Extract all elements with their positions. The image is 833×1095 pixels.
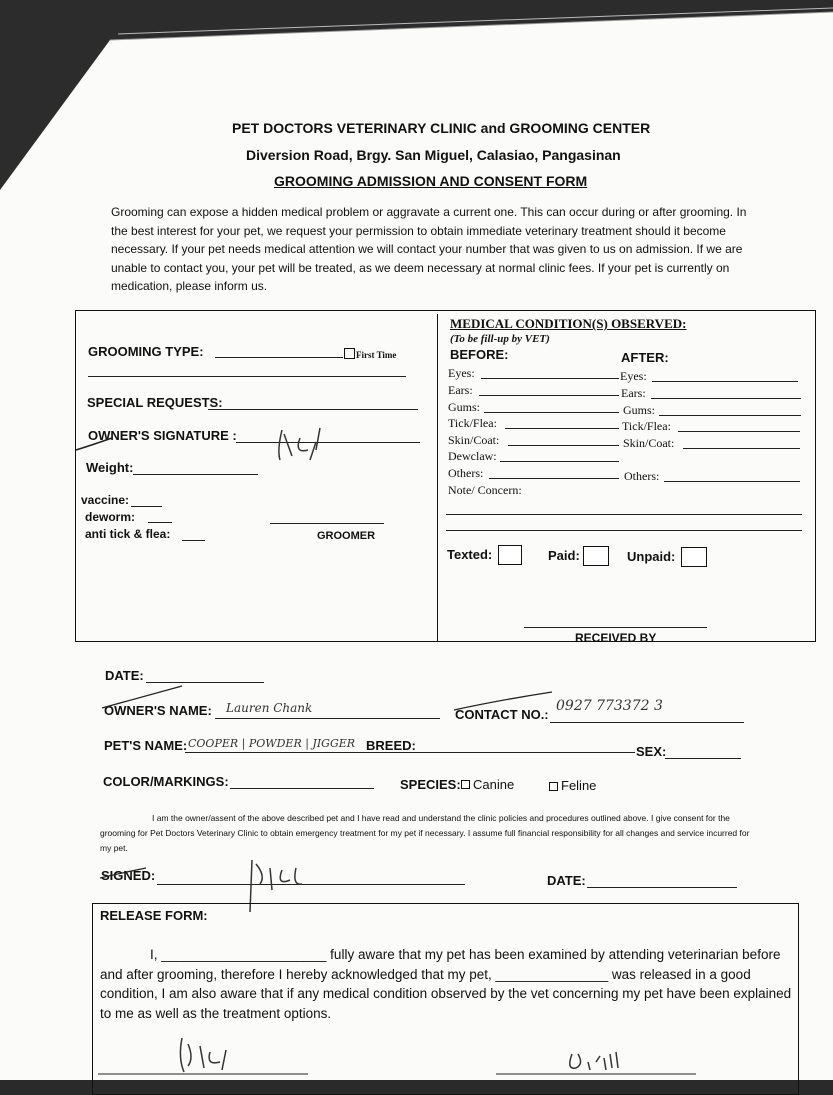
- received-by-label: RECEIVED BY: [575, 631, 657, 645]
- weight-label: Weight:: [86, 460, 134, 475]
- before-dewclaw-label: Dewclaw:: [448, 449, 497, 463]
- signed-label: SIGNED:: [101, 868, 156, 883]
- species-label: SPECIES:: [400, 777, 461, 792]
- canine-label: Canine: [473, 777, 515, 792]
- unpaid-checkbox[interactable]: [681, 547, 707, 567]
- after-eyes-label: Eyes:: [620, 369, 647, 383]
- after-gums-field[interactable]: [659, 415, 801, 416]
- feline-label: Feline: [561, 778, 597, 793]
- anti-tick-field[interactable]: [182, 540, 205, 541]
- breed-field[interactable]: [412, 752, 635, 753]
- after-tick-field[interactable]: [678, 431, 800, 432]
- grooming-type-label: GROOMING TYPE:: [88, 344, 204, 359]
- breed-label: BREED:: [366, 738, 416, 753]
- medical-condition-title: MEDICAL CONDITION(S) OBSERVED:: [450, 316, 687, 331]
- groomer-label: GROOMER: [317, 530, 376, 542]
- owner-name-label: OWNER'S NAME:: [104, 703, 212, 718]
- contact-value: 0927 773372 3: [556, 698, 663, 714]
- special-requests-field[interactable]: [208, 409, 418, 410]
- before-ears-field[interactable]: [479, 395, 619, 396]
- before-skin-label: Skin/Coat:: [448, 433, 500, 447]
- before-dewclaw-field[interactable]: [500, 461, 619, 462]
- before-others-field[interactable]: [489, 478, 619, 479]
- sex-label: SEX:: [636, 744, 667, 759]
- color-markings-label: COLOR/MARKINGS:: [103, 774, 229, 789]
- sex-field[interactable]: [665, 758, 741, 759]
- note-concern-label: Note/ Concern:: [448, 483, 522, 497]
- contact-strike: [450, 690, 560, 715]
- signed-date-field[interactable]: [587, 887, 737, 888]
- before-others-label: Others:: [448, 466, 484, 480]
- after-heading: AFTER:: [621, 350, 669, 365]
- after-gums-label: Gums:: [623, 403, 656, 417]
- signed-date-label: DATE:: [547, 873, 586, 888]
- before-skin-field[interactable]: [508, 445, 619, 446]
- after-others-label: Others:: [624, 469, 660, 483]
- before-ears-label: Ears:: [448, 383, 473, 397]
- medical-condition-note: (To be fill-up by VET): [450, 333, 550, 345]
- date-label: DATE:: [105, 668, 144, 683]
- form-title: GROOMING ADMISSION AND CONSENT FORM: [274, 173, 588, 189]
- release-text: I, ______________________ fully aware that my pet has been examined by attending veterinarian before and after grooming, therefore I hereby acknowledged that my pet, _______________ was released in a good condition, I am also aware that if any medical condition observed by the vet concerning my pet have been explained to me as well as the treatment options.: [100, 947, 792, 1021]
- deworm-label: deworm:: [85, 510, 136, 524]
- grooming-table: [75, 310, 816, 642]
- contact-label: CONTACT NO.:: [455, 707, 549, 722]
- after-skin-label: Skin/Coat:: [623, 436, 675, 450]
- contact-field[interactable]: [550, 722, 744, 723]
- release-form-title: RELEASE FORM:: [100, 908, 208, 923]
- after-ears-label: Ears:: [621, 386, 646, 400]
- after-eyes-field[interactable]: [652, 381, 798, 382]
- special-requests-label: SPECIAL REQUESTS:: [87, 395, 223, 410]
- before-heading: BEFORE:: [450, 347, 509, 362]
- first-time-checkbox[interactable]: [344, 348, 355, 359]
- paid-label: Paid:: [548, 548, 580, 563]
- received-by-field[interactable]: [524, 627, 707, 628]
- before-tick-label: Tick/Flea:: [448, 416, 497, 430]
- grooming-type-field-2[interactable]: [88, 376, 406, 377]
- pet-name-value: COOPER | POWDER | JIGGER: [188, 737, 356, 750]
- clinic-address: Diversion Road, Brgy. San Miguel, Calasiao, Pangasinan: [246, 147, 621, 163]
- feline-checkbox[interactable]: [549, 782, 558, 791]
- owner-name-field[interactable]: [215, 718, 440, 719]
- owner-name-value: Lauren Chank: [226, 701, 313, 715]
- weight-field[interactable]: [133, 474, 258, 475]
- after-ears-field[interactable]: [651, 398, 801, 399]
- pet-name-label: PET'S NAME:: [104, 738, 188, 753]
- release-signatures: [96, 1028, 696, 1080]
- groomer-field[interactable]: [270, 523, 384, 524]
- owner-signature-label: OWNER'S SIGNATURE :: [88, 428, 237, 443]
- date-field[interactable]: [146, 682, 264, 683]
- unpaid-label: Unpaid:: [627, 549, 676, 564]
- grooming-type-field[interactable]: [215, 357, 343, 358]
- tested-checkbox[interactable]: [498, 545, 522, 565]
- after-others-field[interactable]: [664, 481, 800, 482]
- vaccine-field[interactable]: [131, 506, 162, 507]
- owner-name-strike: [98, 684, 208, 714]
- vaccine-label: vaccine:: [81, 493, 130, 507]
- canine-checkbox[interactable]: [461, 780, 470, 789]
- before-eyes-label: Eyes:: [448, 366, 475, 380]
- consent-text: I am the owner/assent of the above described pet and I have read and understand the clinic policies and procedures outlined above. I give consent for the grooming for Pet Doctors Veterinary Clinic to obtain emergency treatment for my pet if necessary. I assume full financial responsibility for all changes and service incurred for my pet.: [100, 813, 750, 853]
- anti-tick-label: anti tick & flea:: [85, 527, 171, 541]
- note-line-2[interactable]: [446, 530, 802, 531]
- first-time-label: First Time: [356, 350, 397, 360]
- color-markings-field[interactable]: [230, 788, 374, 789]
- before-gums-field[interactable]: [484, 412, 619, 413]
- before-eyes-field[interactable]: [481, 378, 619, 379]
- note-line-1[interactable]: [446, 514, 802, 515]
- before-gums-label: Gums:: [448, 400, 481, 414]
- after-skin-field[interactable]: [683, 448, 800, 449]
- deworm-field[interactable]: [148, 522, 172, 523]
- tested-label: Texted:: [447, 547, 493, 562]
- intro-paragraph: Grooming can expose a hidden medical problem or aggravate a current one. This can occur during or after grooming. In the best interest for your pet, we request your permission to obtain immediate veterinary treatment should it become necessary. If your pet needs medical attention we will contact your number that was given to us on admission. If we are unable to contact you, your pet will be treated, as we deem necessary at normal clinic fees. If your pet is currently on medication, please inform us.: [111, 205, 747, 293]
- table-divider: [437, 314, 438, 642]
- clinic-name: PET DOCTORS VETERINARY CLINIC and GROOMING CENTER: [232, 120, 651, 136]
- paid-checkbox[interactable]: [583, 546, 609, 566]
- before-tick-field[interactable]: [505, 428, 619, 429]
- after-tick-label: Tick/Flea:: [622, 419, 671, 433]
